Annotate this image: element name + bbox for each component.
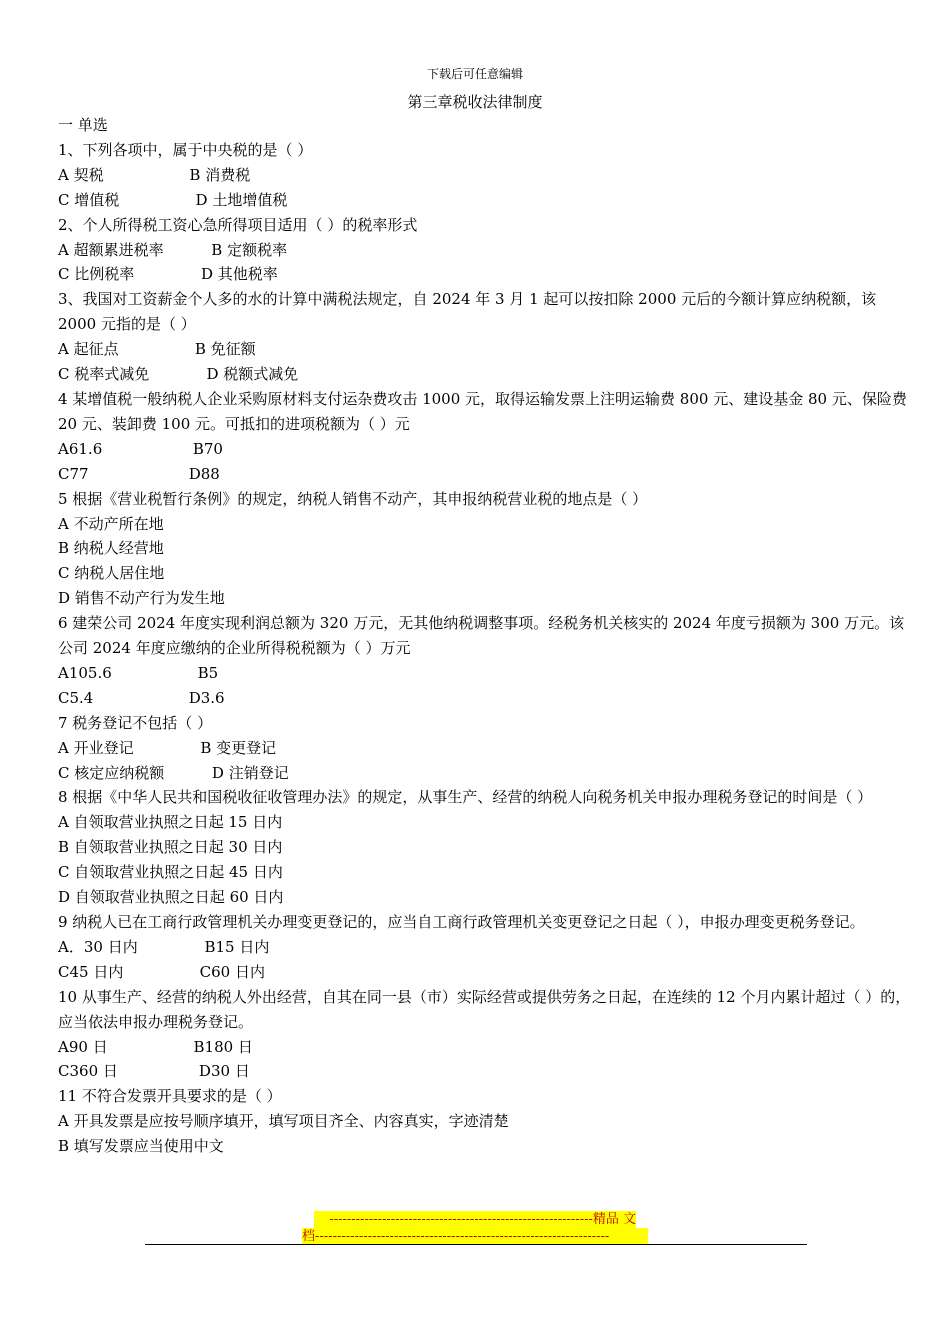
question-5-option-d: D 销售不动产行为发生地 (58, 589, 225, 608)
question-7-options-ab: A 开业登记 B 变更登记 (58, 738, 277, 757)
question-3-options-cd: C 税率式减免 D 税额式减免 (58, 365, 299, 384)
footer-divider (145, 1244, 807, 1245)
question-10-options-cd: C360 日 D30 日 (58, 1062, 250, 1081)
section-heading: 一 单选 (58, 116, 108, 134)
question-1: 1、下列各项中，属于中央税的是（ ） (58, 140, 313, 159)
question-8-option-d: D 自领取营业执照之日起 60 日内 (58, 888, 284, 907)
header-note: 下载后可任意编辑 (426, 67, 523, 81)
question-1-options-ab: A 契税 B 消费税 (58, 165, 251, 184)
question-11: 11 不符合发票开具要求的是（ ） (58, 1087, 282, 1106)
question-2: 2、个人所得税工资心急所得项目适用（ ）的税率形式 (58, 215, 418, 234)
footer-highlight-line-2: 档------------------------------------------------------------------- (302, 1228, 648, 1245)
question-3: 3、我国对工资薪金个人多的水的计算中满税法规定，自 2024 年 3 月 1 起可以按扣除 2000 元后的今额计算应纳税额，该 2000 元指的是（ ） (58, 290, 877, 334)
question-6: 6 建荣公司 2024 年度实现利润总额为 320 万元，无其他纳税调整事项。经税务机关核实的 2024 年度亏损额为 300 万元。该公司 2024 年度应缴纳的企业所得税税额为（ ）万元 (58, 614, 905, 658)
question-8: 8 根据《中华人民共和国税收征收管理办法》的规定，从事生产、经营的纳税人向税务机关申报办理税务登记的时间是（ ） (58, 788, 873, 807)
question-5-option-c: C 纳税人居住地 (58, 564, 165, 583)
question-8-option-b: B 自领取营业执照之日起 30 日内 (58, 838, 283, 857)
question-6-options-cd: C5.4 D3.6 (58, 688, 225, 707)
question-7: 7 税务登记不包括（ ） (58, 713, 213, 732)
question-11-option-a: A 开具发票是应按号顺序填开，填写项目齐全、内容真实，字迹清楚 (58, 1112, 509, 1131)
question-4: 4 某增值税一般纳税人企业采购原材料支付运杂费攻击 1000 元，取得运输发票上注明运输费 800 元、建设基金 80 元、保险费 20 元、装卸费 100 元。可抵扣的进项税额为（ ）元 (58, 389, 907, 433)
question-10-options-ab: A90 日 B180 日 (58, 1037, 253, 1056)
question-5: 5 根据《营业税暂行条例》的规定，纳税人销售不动产，其申报纳税营业税的地点是（ ） (58, 489, 648, 508)
question-4-options-ab: A61.6 B70 (58, 439, 223, 458)
question-9-options-ab: A．30 日内 B15 日内 (58, 937, 270, 956)
question-2-options-ab: A 超额累进税率 B 定额税率 (58, 240, 288, 259)
question-5-option-b: B 纳税人经营地 (58, 539, 164, 558)
question-9: 9 纳税人已在工商行政管理机关办理变更登记的，应当自工商行政管理机关变更登记之日起（ ），申报办理变更税务登记。 (58, 913, 865, 931)
document-title: 第三章税收法律制度 (407, 93, 543, 111)
question-9-options-cd: C45 日内 C60 日内 (58, 962, 265, 981)
question-3-options-ab: A 起征点 B 免征额 (58, 340, 256, 359)
document-body (58, 113, 916, 1159)
question-8-option-a: A 自领取营业执照之日起 15 日内 (58, 813, 283, 832)
question-11-option-b: B 填写发票应当使用中文 (58, 1137, 224, 1156)
question-2-options-cd: C 比例税率 D 其他税率 (58, 265, 278, 284)
question-6-options-ab: A105.6 B5 (58, 663, 219, 682)
footer-highlight-line-1: ------------------------------------------------------------精品 文 (314, 1211, 636, 1228)
question-7-options-cd: C 核定应纳税额 D 注销登记 (58, 763, 289, 782)
question-5-option-a: A 不动产所在地 (58, 514, 164, 533)
question-8-option-c: C 自领取营业执照之日起 45 日内 (58, 863, 283, 882)
question-4-options-cd: C77 D88 (58, 464, 220, 483)
question-1-options-cd: C 增值税 D 土地增值税 (58, 190, 288, 209)
question-10: 10 从事生产、经营的纳税人外出经营，自其在同一县（市）实际经营或提供劳务之日起，在连续的 12 个月内累计超过（ ）的，应当依法申报办理税务登记。 (58, 987, 911, 1031)
